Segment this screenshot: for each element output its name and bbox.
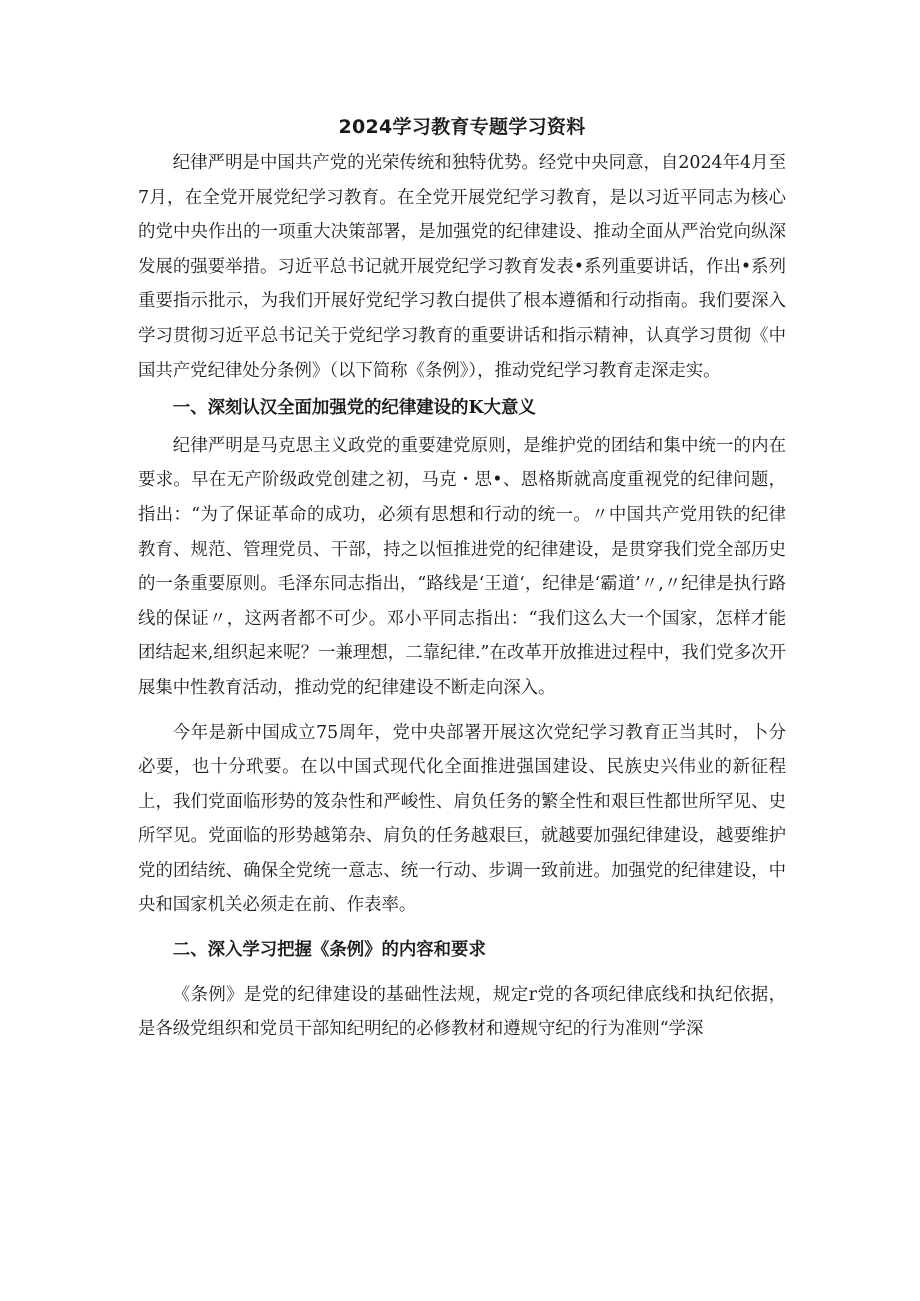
section-1-paragraph-1: 纪律严明是马克思主义政党的重要建党原则，是维护党的团结和集中统一的内在要求。早在无产阶级政党创建之初，马克・思•、恩格斯就高度重视党的纪律问题，指出：“为了保证革命的成功，必须有思想和行动的统一。〃中国共产党用铁的纪律教育、规范、管理党员、干部，持之以恒推进党的纪律建设，是贯穿我们党全部历史的一条重要原则。毛泽东同志指出，“路线是‘王道‘，纪律是‘霸道’〃,〃纪律是执行路线的保证〃，这两者都不可少。邓小平同志指出：“我们这么大一个国家，怎样才能团结起来,组织起来呢？一兼理想，二靠纪律.”在改革开放推进过程中，我们党多次开展集中性教育活动，推动党的纪律建设不断走向深入。 [138,435,786,698]
document-title: 2024学习教育专题学习资料 [338,116,586,138]
section-heading-2: 二、深入学习把握《条例》的内容和要求 [172,940,486,961]
document-page [138,112,786,1047]
section-2-paragraph-1: 《条例》是党的纪律建设的基础性法规，规定r党的各项纪律底线和执纪依据，是各级党组织和党员干部知纪明纪的必修教材和遵规守纪的行为准则“学深 [138,984,786,1040]
section-heading-1: 一、深刻认汉全面加强党的纪律建设的K大意义 [172,398,536,419]
intro-paragraph: 纪律严明是中国共产党的光荣传统和独特优势。经党中央同意，自2024年4月至7月，在全党开展党纪学习教育。在全党开展党纪学习教育，是以习近平同志为核心的党中央作出的一项重大决策部署，是加强党的纪律建设、推动全面从严治党向纵深发展的强要举措。习近平总书记就开展党纪学习教育发表•系列重要讲话，作出•系列重要指示批示，为我们开展好党纪学习教白提供了根本遵循和行动指南。我们要深入学习贯彻习近平总书记关于党纪学习教育的重要讲话和指示精神，认真学习贯彻《中国共产党纪律处分条例》（以下简称《条例》），推动党纪学习教育走深走实。 [138,153,786,381]
section-1-paragraph-2: 今年是新中国成立75周年，党中央部署开展这次党纪学习教育正当其时，卜分必要，也十分玳要。在以中国式现代化全面推进强国建设、民族史兴伟业的新征程上，我们党面临形势的笈杂性和严峻性、肩负任务的繁全性和艰巨性都世所罕见、史所罕见。党面临的形势越第杂、肩负的任务越艰巨，就越要加强纪律建设，越要维护党的团结统、确保全党统一意志、统一行动、步调一致前进。加强党的纪律建设，中央和国家机关必须走在前、作表率。 [138,722,786,916]
